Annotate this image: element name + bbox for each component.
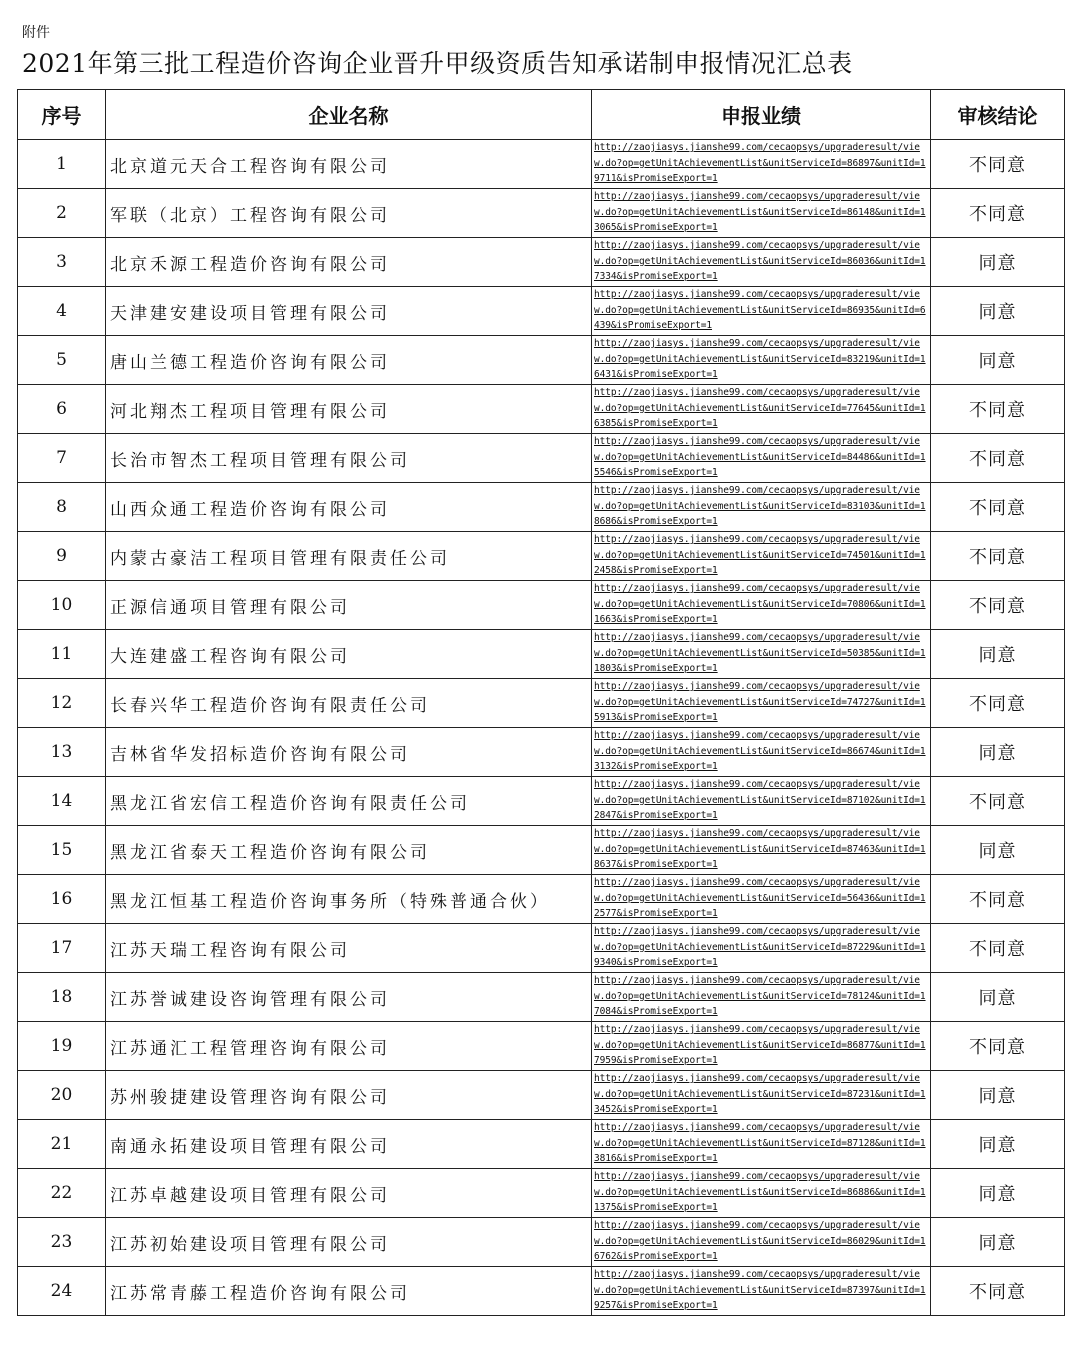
company-name: 天津建安建设项目管理有限公司 — [106, 287, 592, 336]
achievement-link[interactable]: http://zaojiasys.jianshe99.com/cecaopsys/upgraderesult/view.do?op=getUnitAchievementList&unitServiceId=74501&unitId=12458&isPromiseExport=1 — [594, 534, 926, 576]
achievement-link[interactable]: http://zaojiasys.jianshe99.com/cecaopsys/upgraderesult/view.do?op=getUnitAchievementList&unitServiceId=86886&unitId=11375&isPromiseExport=1 — [594, 1171, 926, 1213]
achievement-cell — [592, 728, 931, 777]
row-index: 17 — [18, 924, 106, 973]
table-row — [18, 385, 1065, 434]
achievement-link[interactable]: http://zaojiasys.jianshe99.com/cecaopsys/upgraderesult/view.do?op=getUnitAchievementList&unitServiceId=83219&unitId=16431&isPromiseExport=1 — [594, 338, 926, 380]
achievement-cell — [592, 483, 931, 532]
table-row — [18, 679, 1065, 728]
achievement-link[interactable]: http://zaojiasys.jianshe99.com/cecaopsys/upgraderesult/view.do?op=getUnitAchievementList&unitServiceId=87397&unitId=19257&isPromiseExport=1 — [594, 1269, 926, 1311]
review-result: 不同意 — [931, 140, 1065, 189]
review-result: 同意 — [931, 1071, 1065, 1120]
company-name: 军联（北京）工程咨询有限公司 — [106, 189, 592, 238]
table-row — [18, 875, 1065, 924]
achievement-cell — [592, 1120, 931, 1169]
company-name: 北京禾源工程造价咨询有限公司 — [106, 238, 592, 287]
achievement-cell — [592, 679, 931, 728]
row-index: 18 — [18, 973, 106, 1022]
achievement-link[interactable]: http://zaojiasys.jianshe99.com/cecaopsys/upgraderesult/view.do?op=getUnitAchievementList&unitServiceId=87463&unitId=18637&isPromiseExport=1 — [594, 828, 926, 870]
table-row — [18, 1120, 1065, 1169]
header-result: 审核结论 — [931, 90, 1065, 140]
company-name: 长治市智杰工程项目管理有限公司 — [106, 434, 592, 483]
achievement-link[interactable]: http://zaojiasys.jianshe99.com/cecaopsys/upgraderesult/view.do?op=getUnitAchievementList&unitServiceId=77645&unitId=16385&isPromiseExport=1 — [594, 387, 926, 429]
row-index: 1 — [18, 140, 106, 189]
achievement-cell — [592, 1218, 931, 1267]
review-result: 同意 — [931, 1120, 1065, 1169]
table-row — [18, 826, 1065, 875]
table-header — [18, 90, 1065, 140]
row-index: 7 — [18, 434, 106, 483]
row-index: 12 — [18, 679, 106, 728]
review-result: 同意 — [931, 1218, 1065, 1267]
table-row — [18, 1071, 1065, 1120]
achievement-cell — [592, 924, 931, 973]
row-index: 13 — [18, 728, 106, 777]
table-row — [18, 728, 1065, 777]
review-result: 不同意 — [931, 434, 1065, 483]
review-result: 不同意 — [931, 581, 1065, 630]
review-result: 不同意 — [931, 532, 1065, 581]
review-result: 同意 — [931, 728, 1065, 777]
achievement-link[interactable]: http://zaojiasys.jianshe99.com/cecaopsys/upgraderesult/view.do?op=getUnitAchievementList&unitServiceId=84486&unitId=15546&isPromiseExport=1 — [594, 436, 926, 478]
table-row — [18, 483, 1065, 532]
row-index: 16 — [18, 875, 106, 924]
review-result: 同意 — [931, 287, 1065, 336]
achievement-cell — [592, 1071, 931, 1120]
row-index: 8 — [18, 483, 106, 532]
achievement-cell — [592, 434, 931, 483]
company-name: 黑龙江省泰天工程造价咨询有限公司 — [106, 826, 592, 875]
company-name: 唐山兰德工程造价咨询有限公司 — [106, 336, 592, 385]
row-index: 4 — [18, 287, 106, 336]
table-row — [18, 532, 1065, 581]
achievement-link[interactable]: http://zaojiasys.jianshe99.com/cecaopsys/upgraderesult/view.do?op=getUnitAchievementList&unitServiceId=86148&unitId=13065&isPromiseExport=1 — [594, 191, 926, 233]
achievement-link[interactable]: http://zaojiasys.jianshe99.com/cecaopsys/upgraderesult/view.do?op=getUnitAchievementList&unitServiceId=86877&unitId=17959&isPromiseExport=1 — [594, 1024, 926, 1066]
review-result: 同意 — [931, 826, 1065, 875]
company-name: 江苏通汇工程管理咨询有限公司 — [106, 1022, 592, 1071]
achievement-cell — [592, 287, 931, 336]
table-row — [18, 434, 1065, 483]
header-row — [18, 90, 1065, 140]
achievement-link[interactable]: http://zaojiasys.jianshe99.com/cecaopsys/upgraderesult/view.do?op=getUnitAchievementList&unitServiceId=86036&unitId=17334&isPromiseExport=1 — [594, 240, 926, 282]
company-name: 北京道元天合工程咨询有限公司 — [106, 140, 592, 189]
table-row — [18, 140, 1065, 189]
table-row — [18, 1267, 1065, 1316]
achievement-link[interactable]: http://zaojiasys.jianshe99.com/cecaopsys/upgraderesult/view.do?op=getUnitAchievementList&unitServiceId=86674&unitId=13132&isPromiseExport=1 — [594, 730, 926, 772]
table-row — [18, 973, 1065, 1022]
company-name: 长春兴华工程造价咨询有限责任公司 — [106, 679, 592, 728]
achievement-cell — [592, 973, 931, 1022]
review-result: 不同意 — [931, 875, 1065, 924]
achievement-cell — [592, 385, 931, 434]
review-result: 不同意 — [931, 924, 1065, 973]
achievement-link[interactable]: http://zaojiasys.jianshe99.com/cecaopsys/upgraderesult/view.do?op=getUnitAchievementList&unitServiceId=50385&unitId=11803&isPromiseExport=1 — [594, 632, 926, 674]
achievement-cell — [592, 1267, 931, 1316]
header-company-name: 企业名称 — [106, 90, 592, 140]
row-index: 10 — [18, 581, 106, 630]
company-name: 江苏初始建设项目管理有限公司 — [106, 1218, 592, 1267]
review-result: 同意 — [931, 238, 1065, 287]
row-index: 24 — [18, 1267, 106, 1316]
row-index: 2 — [18, 189, 106, 238]
table-row — [18, 287, 1065, 336]
achievement-link[interactable]: http://zaojiasys.jianshe99.com/cecaopsys/upgraderesult/view.do?op=getUnitAchievementList&unitServiceId=78124&unitId=17084&isPromiseExport=1 — [594, 975, 926, 1017]
attachment-label: 附件 — [22, 25, 50, 41]
achievement-cell — [592, 875, 931, 924]
row-index: 6 — [18, 385, 106, 434]
company-name: 江苏誉诚建设咨询管理有限公司 — [106, 973, 592, 1022]
row-index: 3 — [18, 238, 106, 287]
table-row — [18, 1022, 1065, 1071]
table-row — [18, 336, 1065, 385]
achievement-cell — [592, 336, 931, 385]
review-result: 同意 — [931, 630, 1065, 679]
review-result: 不同意 — [931, 777, 1065, 826]
header-index: 序号 — [18, 90, 106, 140]
achievement-link[interactable]: http://zaojiasys.jianshe99.com/cecaopsys/upgraderesult/view.do?op=getUnitAchievementList&unitServiceId=87229&unitId=19340&isPromiseExport=1 — [594, 926, 926, 968]
achievement-link[interactable]: http://zaojiasys.jianshe99.com/cecaopsys/upgraderesult/view.do?op=getUnitAchievementList&unitServiceId=74727&unitId=15913&isPromiseExport=1 — [594, 681, 926, 723]
company-name: 吉林省华发招标造价咨询有限公司 — [106, 728, 592, 777]
company-name: 内蒙古豪洁工程项目管理有限责任公司 — [106, 532, 592, 581]
achievement-cell — [592, 630, 931, 679]
achievement-link[interactable]: http://zaojiasys.jianshe99.com/cecaopsys/upgraderesult/view.do?op=getUnitAchievementList&unitServiceId=86029&unitId=16762&isPromiseExport=1 — [594, 1220, 926, 1262]
company-name: 江苏卓越建设项目管理有限公司 — [106, 1169, 592, 1218]
table-row — [18, 1169, 1065, 1218]
row-index: 15 — [18, 826, 106, 875]
review-result: 不同意 — [931, 189, 1065, 238]
table-row — [18, 581, 1065, 630]
achievement-cell — [592, 238, 931, 287]
achievement-link[interactable]: http://zaojiasys.jianshe99.com/cecaopsys/upgraderesult/view.do?op=getUnitAchievementList&unitServiceId=56436&unitId=12577&isPromiseExport=1 — [594, 877, 926, 919]
company-name: 苏州骏捷建设管理咨询有限公司 — [106, 1071, 592, 1120]
company-name: 河北翔杰工程项目管理有限公司 — [106, 385, 592, 434]
row-index: 21 — [18, 1120, 106, 1169]
achievement-cell — [592, 1169, 931, 1218]
table-row — [18, 924, 1065, 973]
review-result: 同意 — [931, 1169, 1065, 1218]
company-name: 黑龙江恒基工程造价咨询事务所（特殊普通合伙） — [106, 875, 592, 924]
achievement-link[interactable]: http://zaojiasys.jianshe99.com/cecaopsys/upgraderesult/view.do?op=getUnitAchievementList&unitServiceId=87128&unitId=13816&isPromiseExport=1 — [594, 1122, 926, 1164]
review-result: 不同意 — [931, 483, 1065, 532]
review-result: 不同意 — [931, 385, 1065, 434]
company-name: 江苏天瑞工程咨询有限公司 — [106, 924, 592, 973]
table-row — [18, 1218, 1065, 1267]
table-row — [18, 238, 1065, 287]
company-name: 正源信通项目管理有限公司 — [106, 581, 592, 630]
review-result: 不同意 — [931, 679, 1065, 728]
achievement-link[interactable]: http://zaojiasys.jianshe99.com/cecaopsys/upgraderesult/view.do?op=getUnitAchievementList&unitServiceId=83103&unitId=18686&isPromiseExport=1 — [594, 485, 926, 527]
company-name: 南通永拓建设项目管理有限公司 — [106, 1120, 592, 1169]
achievement-cell — [592, 777, 931, 826]
table-row — [18, 189, 1065, 238]
achievement-link[interactable]: http://zaojiasys.jianshe99.com/cecaopsys/upgraderesult/view.do?op=getUnitAchievementList&unitServiceId=86897&unitId=19711&isPromiseExport=1 — [594, 142, 926, 184]
company-name: 大连建盛工程咨询有限公司 — [106, 630, 592, 679]
row-index: 5 — [18, 336, 106, 385]
achievement-link[interactable]: http://zaojiasys.jianshe99.com/cecaopsys/upgraderesult/view.do?op=getUnitAchievementList&unitServiceId=70806&unitId=11663&isPromiseExport=1 — [594, 583, 926, 625]
company-name: 江苏常青藤工程造价咨询有限公司 — [106, 1267, 592, 1316]
achievement-cell — [592, 826, 931, 875]
achievement-cell — [592, 581, 931, 630]
table-row — [18, 630, 1065, 679]
summary-table — [17, 89, 1065, 1316]
review-result: 不同意 — [931, 1267, 1065, 1316]
review-result: 同意 — [931, 973, 1065, 1022]
header-achievement: 申报业绩 — [592, 90, 931, 140]
review-result: 不同意 — [931, 1022, 1065, 1071]
row-index: 19 — [18, 1022, 106, 1071]
row-index: 14 — [18, 777, 106, 826]
achievement-cell — [592, 1022, 931, 1071]
table-row — [18, 777, 1065, 826]
review-result: 同意 — [931, 336, 1065, 385]
achievement-link[interactable]: http://zaojiasys.jianshe99.com/cecaopsys/upgraderesult/view.do?op=getUnitAchievementList&unitServiceId=87102&unitId=12847&isPromiseExport=1 — [594, 779, 926, 821]
row-index: 11 — [18, 630, 106, 679]
row-index: 9 — [18, 532, 106, 581]
achievement-cell — [592, 140, 931, 189]
achievement-link[interactable]: http://zaojiasys.jianshe99.com/cecaopsys/upgraderesult/view.do?op=getUnitAchievementList&unitServiceId=87231&unitId=13452&isPromiseExport=1 — [594, 1073, 926, 1115]
company-name: 山西众通工程造价咨询有限公司 — [106, 483, 592, 532]
row-index: 23 — [18, 1218, 106, 1267]
achievement-cell — [592, 189, 931, 238]
company-name: 黑龙江省宏信工程造价咨询有限责任公司 — [106, 777, 592, 826]
row-index: 20 — [18, 1071, 106, 1120]
table-body — [18, 140, 1065, 1316]
achievement-cell — [592, 532, 931, 581]
row-index: 22 — [18, 1169, 106, 1218]
achievement-link[interactable]: http://zaojiasys.jianshe99.com/cecaopsys/upgraderesult/view.do?op=getUnitAchievementList&unitServiceId=86935&unitId=6439&isPromiseExport=1 — [594, 289, 926, 331]
page-title: 2021年第三批工程造价咨询企业晋升甲级资质告知承诺制申报情况汇总表 — [22, 49, 853, 78]
